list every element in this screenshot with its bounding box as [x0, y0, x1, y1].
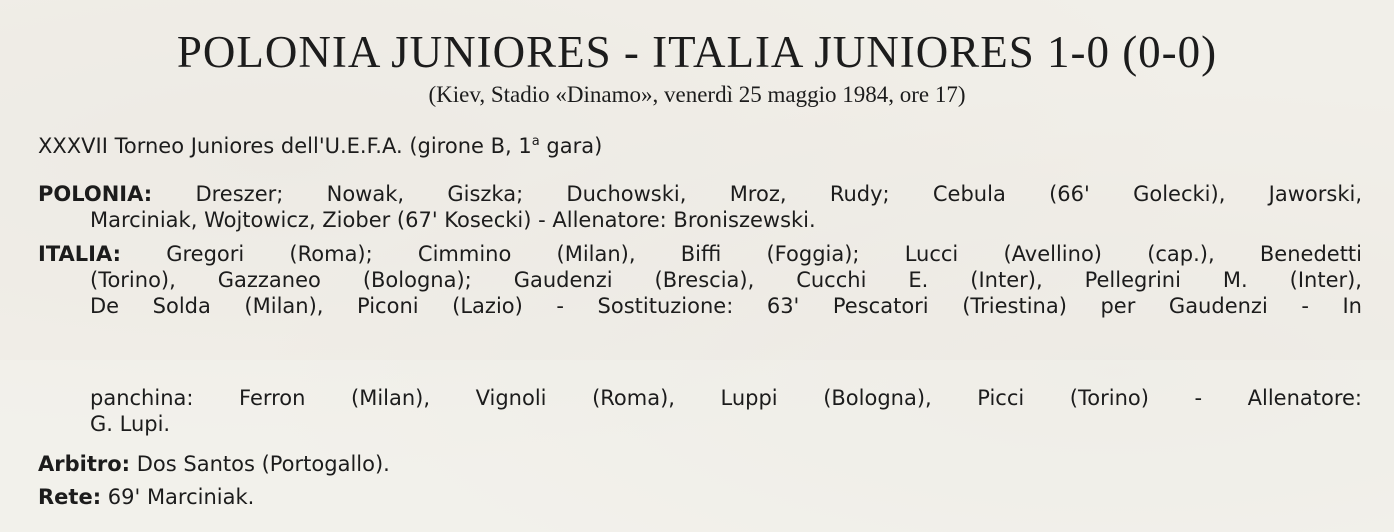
tournament-text: XXXVII Torneo Juniores dell'U.E.F.A. (girone B, 1 [38, 134, 532, 158]
arbitro-value: Dos Santos (Portogallo). [130, 452, 390, 476]
italia-line-5 [90, 410, 170, 438]
italia-lineup-2: (Torino), Gazzaneo (Bologna); Gaudenzi (Brescia), Cucchi E. (Inter), Pellegrini M. (Inter), [90, 268, 1362, 292]
italia-lineup-3: De Solda (Milan), Piconi (Lazio) - Sostituzione: 63' Pescatori (Triestina) per Gaudenzi - In [90, 294, 1362, 318]
italia-lineup-4: panchina: Ferron (Milan), Vignoli (Roma), Luppi (Bologna), Picci (Torino) - Allenatore: [90, 386, 1362, 410]
tournament-superscript: a [531, 134, 540, 149]
italia-line-2 [90, 266, 1362, 294]
polonia-line-1 [38, 180, 1362, 208]
polonia-lineup-2: Marciniak, Wojtowicz, Ziober (67' Kosecki) - Allenatore: Broniszewski. [90, 208, 816, 232]
arbitro-line [38, 450, 390, 478]
rete-value: 69' Marciniak. [101, 485, 255, 509]
italia-label: ITALIA: [38, 242, 121, 266]
polonia-lineup-1: Dreszer; Nowak, Giszka; Duchowski, Mroz, Rudy; Cebula (66' Golecki), Jaworski, [152, 182, 1362, 206]
tournament-line [38, 132, 602, 160]
polonia-line-2 [90, 206, 816, 234]
italia-line-1 [38, 240, 1362, 268]
match-subtitle: (Kiev, Stadio «Dinamo», venerdì 25 maggio 1984, ore 17) [428, 82, 966, 107]
italia-lineup-5: G. Lupi. [90, 412, 171, 436]
arbitro-label: Arbitro: [38, 452, 131, 476]
rete-line [38, 483, 254, 511]
match-title: POLONIA JUNIORES - ITALIA JUNIORES 1-0 (0-0) [176, 27, 1218, 77]
tournament-tail: gara) [539, 134, 603, 158]
italia-line-3 [90, 292, 1362, 320]
italia-lineup-1: Gregori (Roma); Cimmino (Milan), Biffi (Foggia); Lucci (Avellino) (cap.), Benedetti [121, 242, 1362, 266]
polonia-label: POLONIA: [38, 182, 153, 206]
italia-line-4 [90, 384, 1362, 412]
rete-label: Rete: [38, 485, 102, 509]
